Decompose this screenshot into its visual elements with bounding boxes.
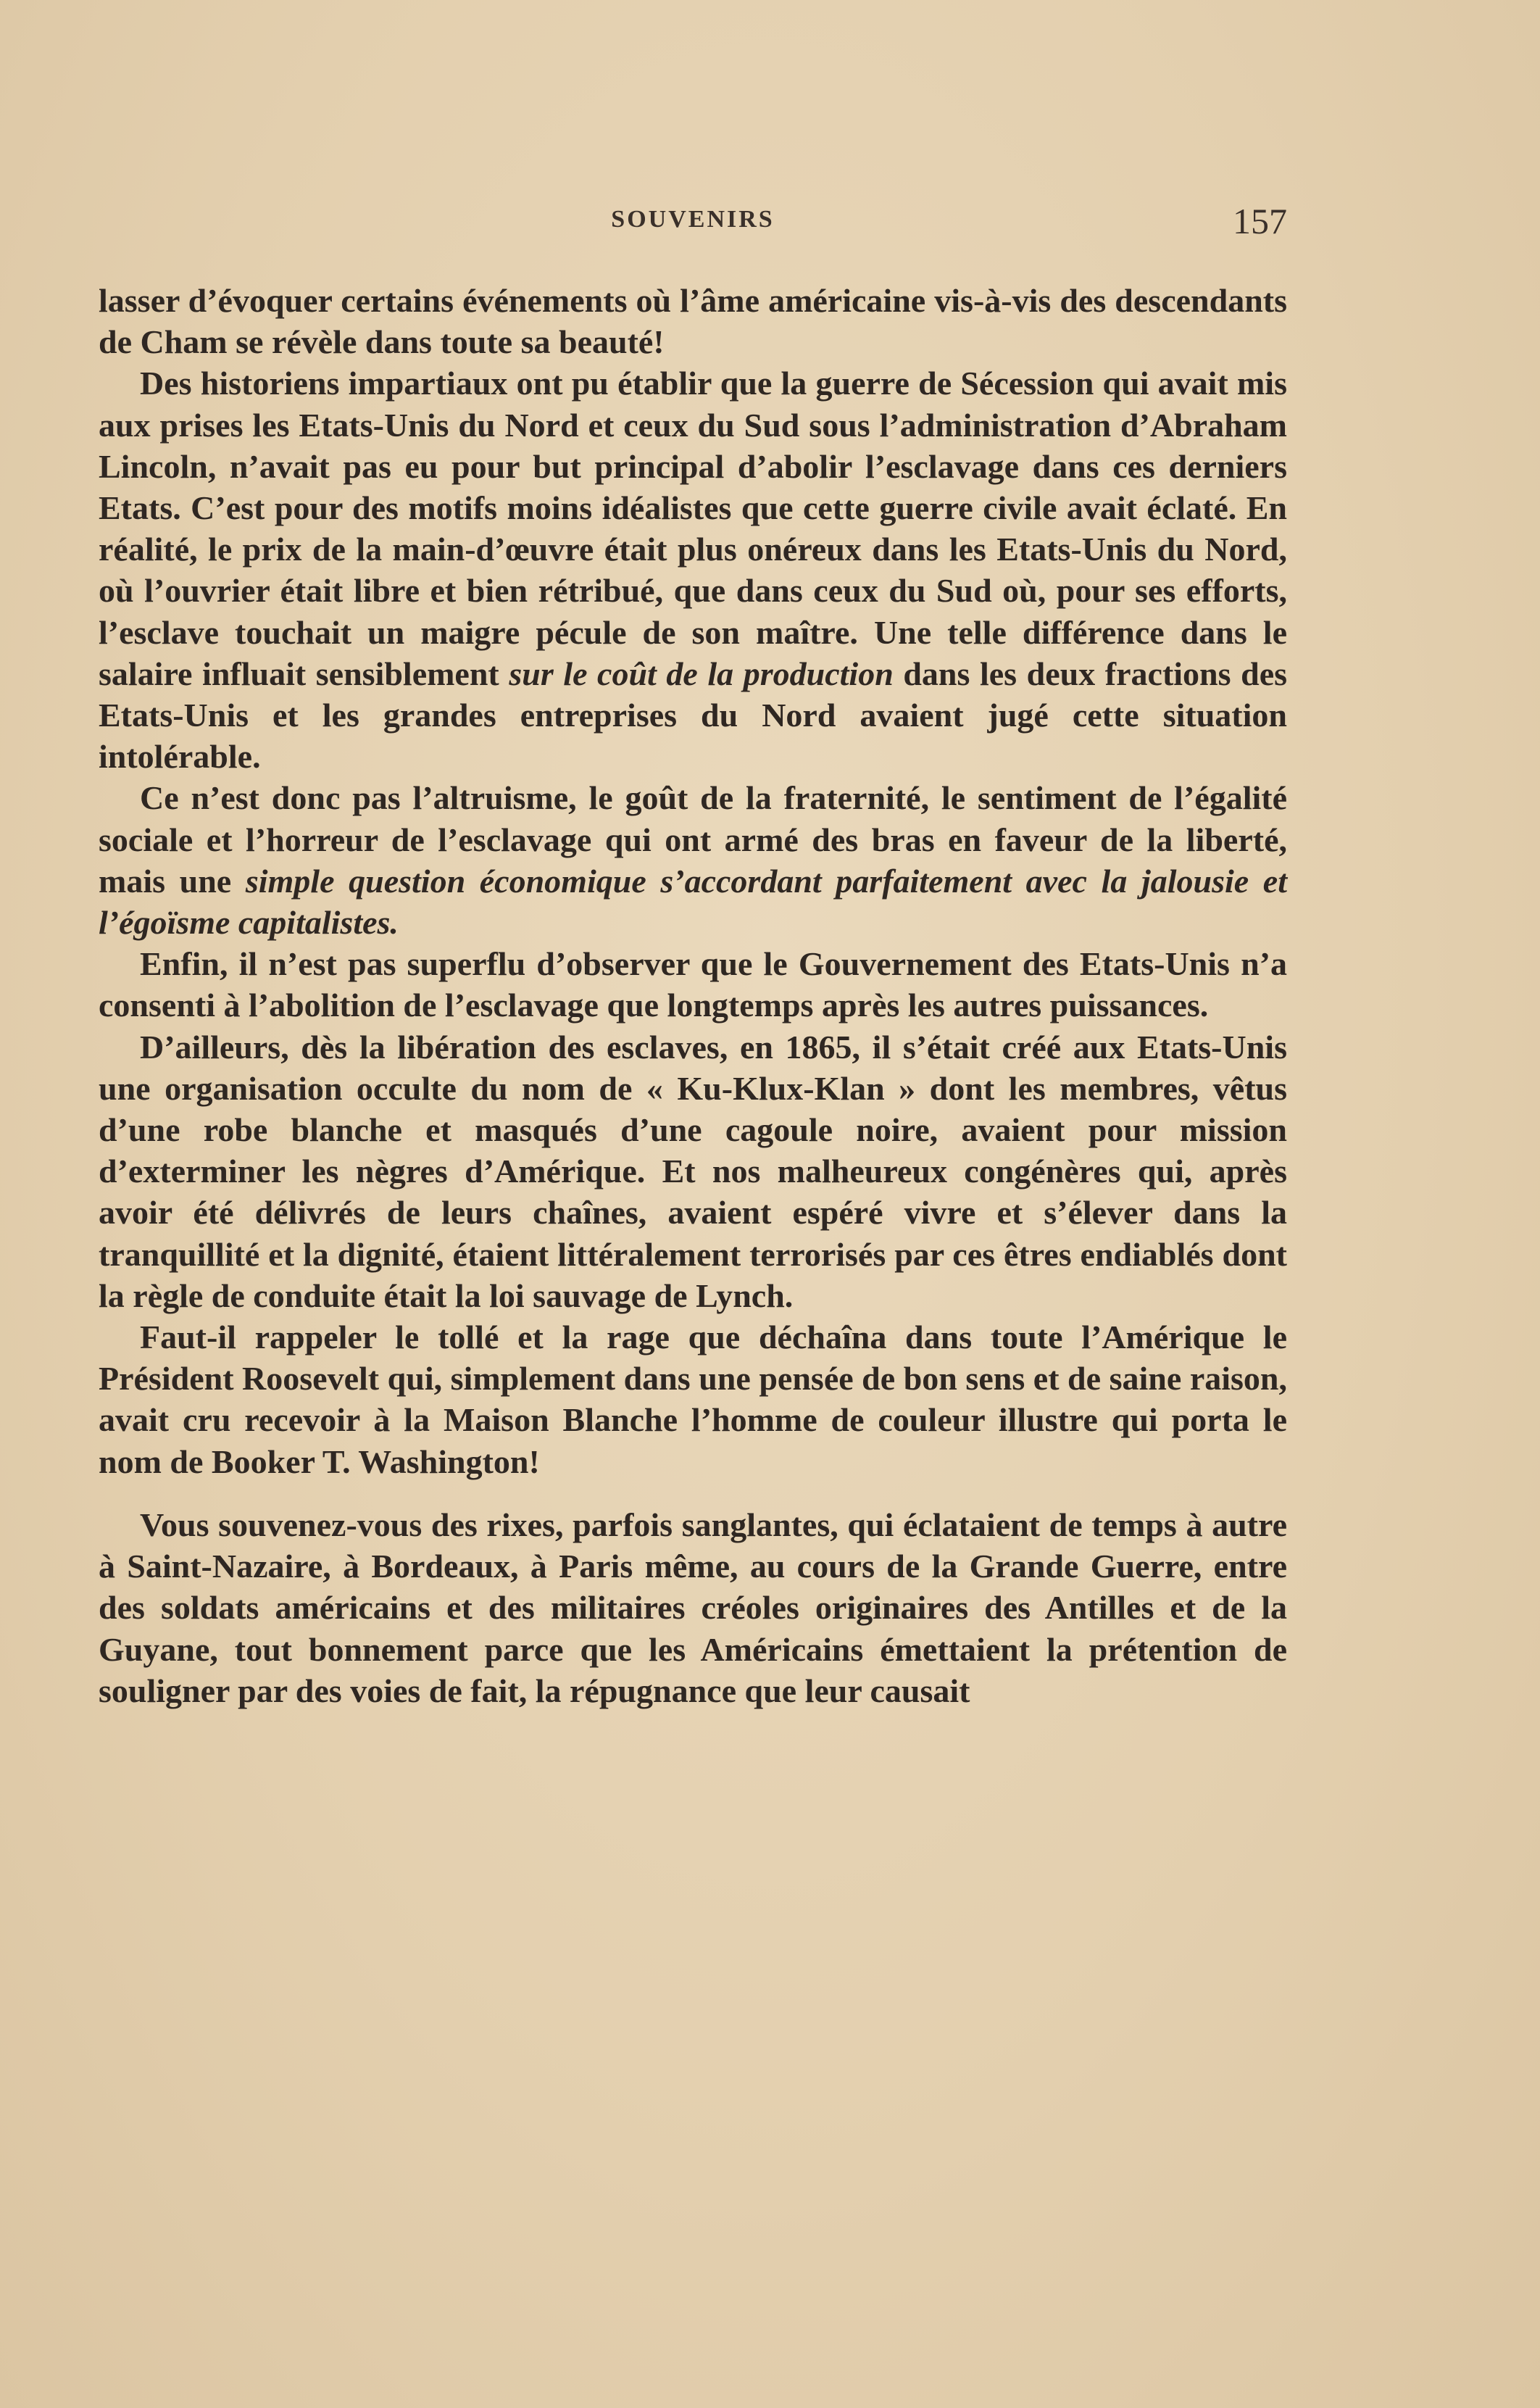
paragraph [99,1316,1287,1482]
text-run: D’ailleurs, dès la libération des esclaves, en 1865, il s’était créé aux Etats-Unis une organisation occulte du nom de « Ku-Klux-Klan » dont les membres, vêtus d’une robe blanche et masqués d’une cagoule noire, avaient pour mission d’exterminer les nègres d’Amérique. Et nos malheureux congénères qui, après avoir été délivrés de leurs chaînes, avaient espéré vivre et s’élever dans la tranquillité et la dignité, étaient littéralement terrorisés par ces êtres endiablés dont la règle de conduite était la loi sauvage de Lynch. [99,1028,1287,1314]
text-run: lasser d’évoquer certains événements où l’âme américaine vis-à-vis des descendants de Cham se révèle dans toute sa beauté! [99,282,1287,361]
page-number: 157 [1233,201,1287,241]
running-header [99,200,1287,244]
text-run: Enfin, il n’est pas superflu d’observer que le Gouvernement des Etats-Unis n’a consenti à l’abolition de l’esclavage que longtemps après les autres puissances. [99,945,1287,1024]
text-run: dans les deux fractions des Etats-Unis et les grandes entreprises du Nord avaient jugé cette situation intolérable. [99,655,1288,776]
body-text [99,280,1287,1711]
text-run: Ce n’est donc pas l’altruisme, le goût de la fraternité, le sentiment de l’égalité sociale et l’horreur de l’esclavage qui ont armé des bras en faveur de la liberté, mais une [99,779,1287,900]
running-title: SOUVENIRS [611,206,775,233]
paragraph [99,1026,1287,1316]
text-run: Faut-il rappeler le tollé et la rage que déchaîna dans toute l’Amérique le Président Roosevelt qui, simplement dans une pensée de bon sens et de saine raison, avait cru recevoir à la Maison Blanche l’homme de couleur illustre qui porta le nom de Booker T. Washington! [99,1319,1287,1480]
paragraph [99,943,1287,1026]
italic-text-run: sur le coût de la production [509,655,894,692]
text-run: Des historiens impartiaux ont pu établir que la guerre de Sécession qui avait mis aux prises les Etats-Unis du Nord et ceux du Sud sous l’administration d’Abraham Lincoln, n’avait pas eu pour but principal d’abolir l’esclavage dans ces derniers Etats. C’est pour des motifs moins idéalistes que cette guerre civile avait éclaté. En réalité, le prix de la main-d’œuvre était plus onéreux dans les Etats-Unis du Nord, où l’ouvrier était libre et bien rétribué, que dans ceux du Sud où, pour ses efforts, l’esclave touchait un maigre pécule de son maître. Une telle différence dans le salaire influait sensiblement [99,365,1287,692]
paragraph [99,280,1287,362]
paragraph [99,362,1287,777]
italic-text-run: simple question économique s’accordant parfaitement avec la jalousie et l’égoïsme capitalistes. [99,862,1287,942]
paragraph [99,1504,1287,1711]
paragraph [99,777,1287,943]
text-run: Vous souvenez-vous des rixes, parfois sanglantes, qui éclataient de temps à autre à Saint-Nazaire, à Bordeaux, à Paris même, au cours de la Grande Guerre, entre des soldats américains et des militaires créoles originaires des Antilles et de la Guyane, tout bonnement parce que les Américains émettaient la prétention de souligner par des voies de fait, la répugnance que leur causait [99,1506,1287,1709]
